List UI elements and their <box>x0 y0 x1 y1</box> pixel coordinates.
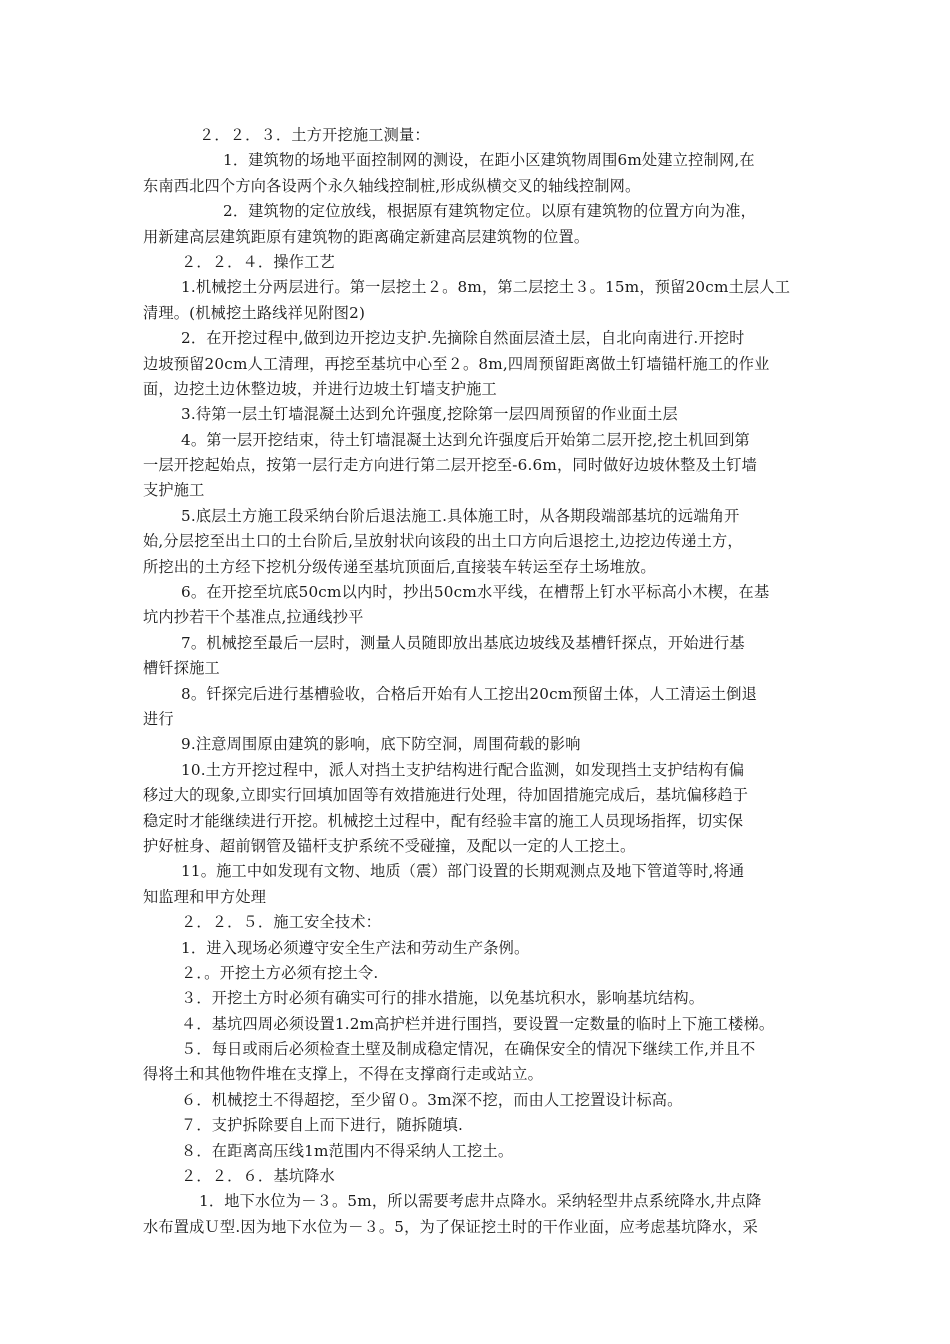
paragraph-line: 9.注意周围原由建筑的影响，底下防空洞，周围荷载的影响 <box>181 735 581 754</box>
list-item: 1．进入现场必须遵守安全生产法和劳动生产条例。 <box>181 938 530 957</box>
section-heading: ２．２．５．施工安全技术： <box>181 913 382 932</box>
section-heading: ２．２．３．土方开挖施工测量： <box>199 126 430 144</box>
paragraph-line: 8。钎探完后进行基槽验收，合格后开始有人工挖出20cm预留土体，人工清运土倒退 <box>181 684 758 703</box>
paragraph-line: 清理。(机械挖土路线祥见附图2) <box>143 303 366 322</box>
paragraph-line: 坑内抄若干个基准点,拉通线抄平 <box>143 608 364 627</box>
paragraph-line: 进行 <box>143 709 174 728</box>
paragraph-line: 始,分层挖至出土口的土台阶后,呈放射状向该段的出土口方向后退挖土,边挖边传递土方， <box>143 532 743 551</box>
paragraph-line: 边坡预留20cm人工清理，再挖至基坑中心至２。8m,四周预留距离做土钉墙锚杆施工的作业 <box>143 354 770 373</box>
paragraph-line: 5.底层土方施工段采纳台阶后退法施工.具体施工时，从各期段端部基坑的远端角开 <box>181 506 740 525</box>
paragraph-line: 稳定时才能继续进行开挖。机械挖土过程中，配有经验丰富的施工人员现场指挥，切实保 <box>143 811 744 830</box>
paragraph-line: 槽钎探施工 <box>143 659 220 678</box>
paragraph-line: 移过大的现象,立即实行回填加固等有效措施进行处理，待加固措施完成后，基坑偏移趋于 <box>143 786 749 805</box>
paragraph-line: 11。施工中如发现有文物、地质（震）部门设置的长期观测点及地下管道等时,将通 <box>181 862 745 881</box>
paragraph-line: 6。在开挖至坑底50cm以内时，抄出50cm水平线，在槽帮上钉水平标高小木楔，在基 <box>181 583 770 602</box>
list-item: ５．每日或雨后必须检查土壁及制成稳定情况，在确保安全的情况下继续工作,并且不 <box>181 1040 756 1059</box>
paragraph-line: 用新建高层建筑距原有建筑物的距离确定新建高层建筑物的位置。 <box>143 227 590 246</box>
paragraph-line: 知监理和甲方处理 <box>143 887 267 906</box>
list-item: ７．支护拆除要自上而下进行，随拆随填. <box>181 1116 464 1135</box>
paragraph-line: 护好桩身、超前钢管及锚杆支护系统不受碰撞，及配以一定的人工挖土。 <box>143 836 636 855</box>
list-item: ３．开挖土方时必须有确实可行的排水措施，以免基坑积水，影响基坑结构。 <box>181 989 705 1008</box>
paragraph-line: 东南西北四个方向各设两个永久轴线控制桩,形成纵横交叉的轴线控制网。 <box>143 176 641 195</box>
list-item: ２．。开挖土方必须有挖土令. <box>181 963 379 982</box>
section-heading: ２．２．６．基坑降水 <box>181 1167 335 1186</box>
paragraph-line: 3.待第一层土钉墙混凝土达到允许强度,挖除第一层四周预留的作业面土层 <box>181 405 678 424</box>
paragraph-line: 一层开挖起始点，按第一层行走方向进行第二层开挖至-6.6m，同时做好边坡休整及土钉墙 <box>143 456 758 475</box>
paragraph-line: 7。机械挖至最后一层时，测量人员随即放出基底边坡线及基槽钎探点，开始进行基 <box>181 633 745 652</box>
paragraph-line: 面，边挖土边休整边坡，并进行边坡土钉墙支护施工 <box>143 379 497 398</box>
list-item: ６．机械挖土不得超挖，至少留０。3m深不挖，而由人工挖置设计标高。 <box>181 1090 683 1109</box>
paragraph-line: 1．地下水位为－３。5m，所以需要考虑井点降水。采纳轻型井点系统降水,井点降 <box>199 1192 762 1211</box>
paragraph-line: 4。第一层开挖结束，待土钉墙混凝土达到允许强度后开始第二层开挖,挖土机回到第 <box>181 430 750 449</box>
list-item: ４．基坑四周必须设置1.2m高护栏并进行围挡，要设置一定数量的临时上下施工楼梯。 <box>181 1014 775 1033</box>
paragraph-line: 2．建筑物的定位放线，根据原有建筑物定位。以原有建筑物的位置方向为准， <box>223 202 757 221</box>
paragraph-line: 水布置成Ｕ型.因为地下水位为－３。5，为了保证挖土时的干作业面，应考虑基坑降水，采 <box>143 1217 759 1236</box>
section-heading: ２．２．４．操作工艺 <box>181 252 335 271</box>
paragraph-line: 支护施工 <box>143 481 205 500</box>
paragraph-line: 1．建筑物的场地平面控制网的测设，在距小区建筑物周围6m处建立控制网,在 <box>223 151 755 170</box>
paragraph-line: 2．在开挖过程中,做到边开挖边支护.先摘除自然面层渣土层，自北向南进行.开挖时 <box>181 329 745 348</box>
document-page <box>143 123 808 1240</box>
paragraph-line: 1.机械挖土分两层进行。第一层挖土２。8m，第二层挖土３。15m，预留20cm土层人工 <box>181 278 791 297</box>
paragraph-line: 所挖出的土方经下挖机分级传递至基坑顶面后,直接装车转运至存土场堆放。 <box>143 557 656 576</box>
paragraph-line: 10.土方开挖过程中，派人对挡土支护结构进行配合监测，如发现挡土支护结构有偏 <box>181 760 745 779</box>
paragraph-line: 得将土和其他物件堆在支撑上，不得在支撑商行走或站立。 <box>143 1065 544 1084</box>
list-item: ８．在距离高压线1m范围内不得采纳人工挖土。 <box>181 1141 514 1160</box>
